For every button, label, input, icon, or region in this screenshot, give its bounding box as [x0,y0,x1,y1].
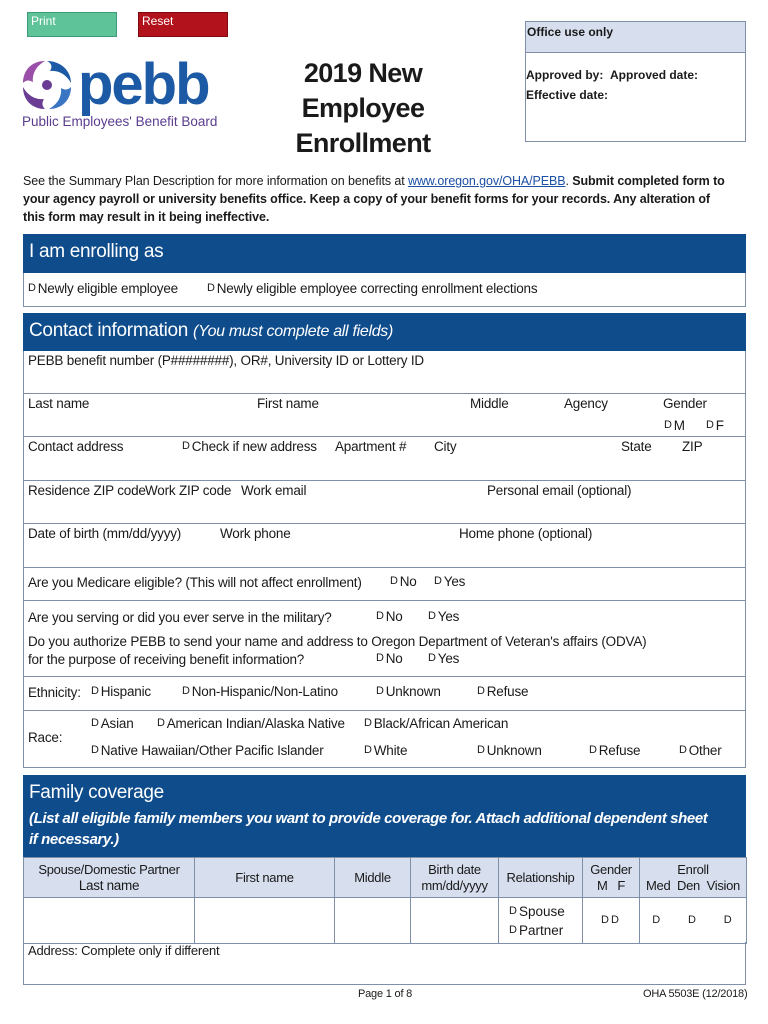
option-label: M [673,418,685,433]
ethnicity-hispanic-option[interactable] [91,684,151,699]
col-enroll [640,858,747,898]
race-row [23,711,746,768]
spouse-last-name-cell[interactable] [24,898,195,944]
option-label: Unknown [385,684,441,699]
option-label: Partner [518,922,564,938]
col-enroll-types [640,878,746,894]
col-med: Med [646,877,671,893]
col-birth-l2: mm/dd/yyyy [421,877,488,893]
col-spouse-last-name [24,858,195,898]
new-address-option[interactable] [182,439,317,454]
relationship-spouse-option[interactable] [509,902,582,921]
spouse-first-name-cell[interactable] [195,898,335,944]
col-vision: Vision [706,877,740,893]
agency-label: Agency [564,396,608,411]
dob-label: Date of birth (mm/dd/yyyy) [28,526,182,541]
option-label: Yes [437,651,460,666]
military-question: Are you serving or did you ever serve in the military? [28,610,332,625]
first-name-label: First name [257,396,319,411]
col-first-name: First name [195,858,335,898]
pebb-website-link[interactable]: www.oregon.gov/OHA/PEBB [407,174,566,188]
checkbox-icon[interactable]: D [376,610,384,622]
checkbox-icon[interactable]: D [376,685,384,697]
zip-email-row[interactable] [23,481,746,524]
contact-title-text: Contact information [29,320,189,341]
medicare-row [23,568,746,601]
ethnicity-unknown-option[interactable] [376,684,441,699]
family-note-line2: if necessary.) [29,831,119,848]
col-gender-l1: Gender [590,861,632,877]
checkbox-icon[interactable]: D [376,652,384,664]
medicare-no-option[interactable] [390,574,417,589]
col-gender-f: F [617,877,626,893]
work-zip-label: Work ZIP code [145,483,232,498]
office-use-header: Office use only [526,22,745,53]
checkbox-icon[interactable]: D [91,744,99,756]
option-label: Black/African American [373,716,509,731]
checkbox-icon[interactable]: D [477,744,485,756]
enrolling-section-header [23,234,746,273]
option-label: Yes [437,609,460,624]
odva-question-line1: Do you authorize PEBB to send your name and address to Oregon Department of Veteran's affairs (ODVA) [28,634,647,649]
spouse-relationship-cell [499,898,583,944]
option-label: Check if new address [191,439,317,454]
race-native-hawaiian-option[interactable] [91,743,324,758]
enroll-vision-checkbox-icon[interactable]: D [723,914,732,926]
relationship-partner-option[interactable] [509,921,582,940]
intro-instructions: Submit completed form to your agency payroll or university benefits office. Keep a copy of your benefit forms for your records. Any alteration of this form may result in it being ineffective. [23,174,725,224]
option-label: No [385,609,403,624]
family-section-title: Family coverage [29,782,164,803]
col-gender [583,858,640,898]
pebb-number-row[interactable] [23,351,746,394]
option-label: No [385,651,403,666]
contact-address-label: Contact address [28,439,124,454]
reset-button[interactable]: Reset [138,12,228,37]
spouse-birth-date-cell[interactable] [411,898,499,944]
gender-m-checkbox-icon[interactable]: D [601,914,609,926]
option-label: Refuse [598,743,641,758]
checkbox-icon[interactable]: D [509,904,517,917]
odva-no-option[interactable] [376,651,403,666]
col-enroll-l1: Enroll [677,861,709,877]
race-black-option[interactable] [364,716,508,731]
checkbox-icon[interactable]: D [434,575,442,587]
col-spouse-l1: Spouse/Domestic Partner [38,861,180,877]
checkbox-icon[interactable]: D [509,923,517,936]
family-section-note [23,804,746,850]
race-unknown-option[interactable] [477,743,542,758]
apartment-label: Apartment # [335,439,407,454]
dob-phone-row[interactable] [23,524,746,568]
city-label: City [434,439,457,454]
col-birth-date [411,858,499,898]
odva-yes-option[interactable] [428,651,459,666]
enrolling-section-title: I am enrolling as [29,241,164,262]
col-gender-m: M [596,877,608,893]
spouse-middle-cell[interactable] [335,898,411,944]
checkbox-icon[interactable]: D [364,717,372,729]
option-label: Unknown [486,743,542,758]
approved-date-label: Approved date: [610,68,699,82]
form-title-line2: Employee Enrollment [295,93,431,158]
checkbox-icon[interactable]: D [28,282,36,294]
option-label: American Indian/Alaska Native [166,716,345,731]
form-title [232,56,494,161]
logo-subtitle: Public Employees' Benefit Board [22,114,218,129]
race-label: Race: [28,730,63,745]
checkbox-icon[interactable]: D [477,685,485,697]
ethnicity-non-hispanic-option[interactable] [182,684,338,699]
form-title-line1: 2019 New [303,58,423,88]
enrolling-row [23,273,746,307]
gender-f-checkbox-icon[interactable]: D [611,914,619,926]
military-odva-row [23,601,746,677]
checkbox-icon[interactable]: D [428,610,436,622]
contact-section-header [23,313,746,351]
logo-wordmark: pebb [78,52,209,117]
col-gender-mf [583,878,639,894]
intro-period: . [565,174,573,188]
middle-label: Middle [470,396,509,411]
option-label: Newly eligible employee [37,281,178,296]
intro-paragraph [23,172,725,226]
form-id: OHA 5503E (12/2018) [643,988,748,1000]
page-number: Page 1 of 8 [358,988,413,1000]
last-name-label: Last name [28,396,90,411]
option-label: Other [688,743,722,758]
odva-question-line2: for the purpose of receiving benefit information? [28,652,305,667]
race-asian-option[interactable] [91,716,134,731]
family-spouse-row [24,898,747,944]
family-note-line1: (List all eligible family members you want to provide coverage for. Attach additional dependent sheet [29,810,708,827]
checkbox-icon[interactable]: D [589,744,597,756]
work-phone-label: Work phone [220,526,291,541]
race-american-indian-option[interactable] [157,716,345,731]
personal-email-label: Personal email (optional) [487,483,632,498]
col-spouse-l2: Last name [78,877,140,893]
option-label: Yes [443,574,466,589]
option-label: Refuse [486,684,529,699]
military-no-option[interactable] [376,609,403,624]
medicare-yes-option[interactable] [434,574,465,589]
gender-label: Gender [663,396,707,411]
option-label: Hispanic [100,684,151,699]
checkbox-icon[interactable]: D [706,419,714,431]
col-birth-l1: Birth date [428,861,481,877]
col-middle: Middle [335,858,411,898]
home-phone-label: Home phone (optional) [459,526,593,541]
ethnicity-refuse-option[interactable] [477,684,528,699]
option-label: Non-Hispanic/Non-Latino [191,684,338,699]
checkbox-icon[interactable]: D [664,419,672,431]
spouse-gender-cell [583,898,640,944]
gender-f-option[interactable] [706,418,724,433]
address-note-label: Address: Complete only if different [28,943,220,958]
military-yes-option[interactable] [428,609,459,624]
option-label: Newly eligible employee correcting enrollment elections [216,281,538,296]
checkbox-icon[interactable]: D [679,744,687,756]
option-label: Asian [100,716,134,731]
family-address-row[interactable] [23,942,746,985]
gender-m-option[interactable] [664,418,685,433]
col-relationship: Relationship [499,858,583,898]
checkbox-icon[interactable]: D [390,575,398,587]
race-refuse-option[interactable] [589,743,640,758]
spouse-enroll-cell [640,898,747,944]
checkbox-icon[interactable]: D [182,440,190,452]
contact-title-note: (You must complete all fields) [193,323,394,340]
name-row[interactable] [23,394,746,437]
checkbox-icon[interactable]: D [182,685,190,697]
option-label: Native Hawaiian/Other Pacific Islander [100,743,324,758]
family-coverage-table [23,857,747,944]
enroll-med-checkbox-icon[interactable]: D [652,914,661,926]
correcting-elections-option[interactable] [207,281,537,296]
race-other-option[interactable] [679,743,722,758]
contact-section-title [23,313,746,342]
option-label: No [399,574,417,589]
newly-eligible-option[interactable] [28,281,178,296]
intro-prefix: See the Summary Plan Description for more information on benefits at [23,174,408,188]
checkbox-icon[interactable]: D [91,685,99,697]
checkbox-icon[interactable]: D [207,282,215,294]
enroll-den-checkbox-icon[interactable]: D [688,914,696,926]
office-approval-line [526,68,698,82]
state-label: State [621,439,652,454]
medicare-question: Are you Medicare eligible? (This will not affect enrollment) [28,575,362,590]
option-label: White [373,743,408,758]
family-section-header [23,775,746,857]
work-email-label: Work email [241,483,307,498]
col-den: Den [677,877,700,893]
pebb-logo-icon [20,58,74,112]
checkbox-icon[interactable]: D [364,744,372,756]
residence-zip-label: Residence ZIP code [28,483,146,498]
zip-label: ZIP [682,439,703,454]
checkbox-icon[interactable]: D [91,717,99,729]
address-row[interactable] [23,437,746,481]
checkbox-icon[interactable]: D [428,652,436,664]
option-label: F [715,418,724,433]
checkbox-icon[interactable]: D [157,717,165,729]
approved-by-label: Approved by: [526,68,604,82]
family-table-header [24,858,747,898]
office-use-box [525,21,746,142]
ethnicity-label: Ethnicity: [28,685,81,700]
effective-date-label: Effective date: [526,88,609,102]
ethnicity-row [23,677,746,711]
race-white-option[interactable] [364,743,407,758]
print-button[interactable]: Print [27,12,117,37]
option-label: Spouse [518,903,565,919]
pebb-number-label: PEBB benefit number (P########), OR#, University ID or Lottery ID [28,353,424,368]
